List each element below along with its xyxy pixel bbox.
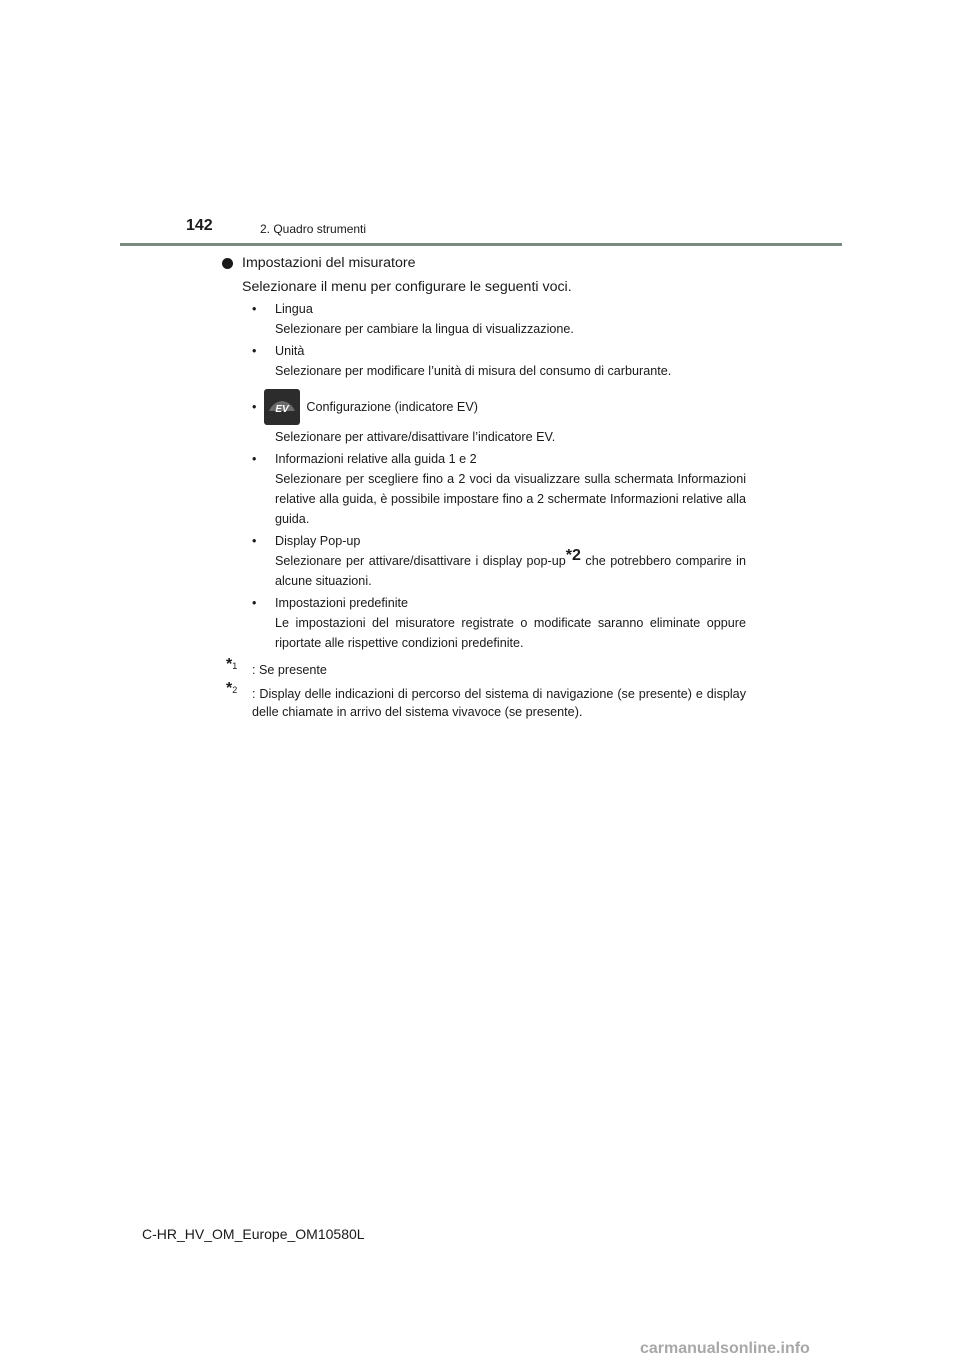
desc-text: Selezionare per attivare/disattivare i display pop-up <box>275 554 566 568</box>
item-title-text: Configurazione (indicatore EV) <box>306 400 478 414</box>
footnote-text: : Se presente <box>252 663 327 677</box>
item-description: Le impostazioni del misuratore registrate o modificate saranno eliminate oppure riportate alle rispettive condizioni predefinite. <box>275 616 746 650</box>
header-rule <box>120 243 842 246</box>
item-title-text: Unità <box>275 344 305 358</box>
list-bullet-icon: • <box>252 596 257 610</box>
list-bullet-icon: • <box>252 400 257 414</box>
item-title-text: Lingua <box>275 302 313 316</box>
document-code: C-HR_HV_OM_Europe_OM10580L <box>142 1226 365 1242</box>
list-bullet-icon: • <box>252 534 257 548</box>
list-item-title <box>252 449 746 469</box>
watermark: carmanualsonline.info <box>640 1340 810 1357</box>
item-title-text: Impostazioni predefinite <box>275 596 409 610</box>
item-title-text: Informazioni relative alla guida 1 e 2 <box>275 452 477 466</box>
ev-icon-label: EV <box>275 404 290 415</box>
footnote-mark: *$^2$ <box>226 679 238 697</box>
page-number: 142 <box>186 217 213 234</box>
item-description: Selezionare per scegliere fino a 2 voci da visualizzare sulla schermata Informazioni relative alla guida, è possibile impostare fino a 2 schermate Informazioni relative alla guida. <box>275 472 746 526</box>
item-description: Selezionare per modificare l’unità di misura del consumo di carburante. <box>275 364 672 378</box>
bullet-dot-icon <box>222 258 233 269</box>
item-description: Selezionare per attivare/disattivare l’indicatore EV. <box>275 430 556 444</box>
item-description <box>252 546 746 591</box>
list-item-title <box>252 387 746 427</box>
item-title-text: Display Pop-up <box>275 534 361 548</box>
footnote-mark: *$^1$ <box>226 655 238 673</box>
footnote <box>226 655 746 679</box>
footnote-ref: *2 <box>565 546 581 564</box>
list-bullet-icon: • <box>252 344 257 358</box>
section-intro: Selezionare il menu per configurare le seguenti voci. <box>242 279 572 295</box>
list-item-title <box>252 299 746 319</box>
ev-indicator-icon <box>264 389 300 425</box>
footnote <box>226 679 746 721</box>
section-heading <box>222 253 746 273</box>
settings-list <box>252 299 746 653</box>
list-item-title <box>252 341 746 361</box>
desc-text: che potrebbero comparire in alcune situazioni. <box>275 554 746 588</box>
content <box>222 253 746 727</box>
chapter-title: 2. Quadro strumenti <box>260 222 367 236</box>
footnote-text: : Display delle indicazioni di percorso del sistema di navigazione (se presente) e display delle chiamate in arrivo del sistema vivavoce (se presente). <box>252 687 746 719</box>
list-bullet-icon: • <box>252 302 257 316</box>
list-item-title <box>252 593 746 613</box>
footnotes <box>226 655 746 721</box>
list-bullet-icon: • <box>252 452 257 466</box>
list-item-title <box>252 531 746 551</box>
section-heading-text: Impostazioni del misuratore <box>242 255 416 271</box>
item-description: Selezionare per cambiare la lingua di visualizzazione. <box>275 322 574 336</box>
